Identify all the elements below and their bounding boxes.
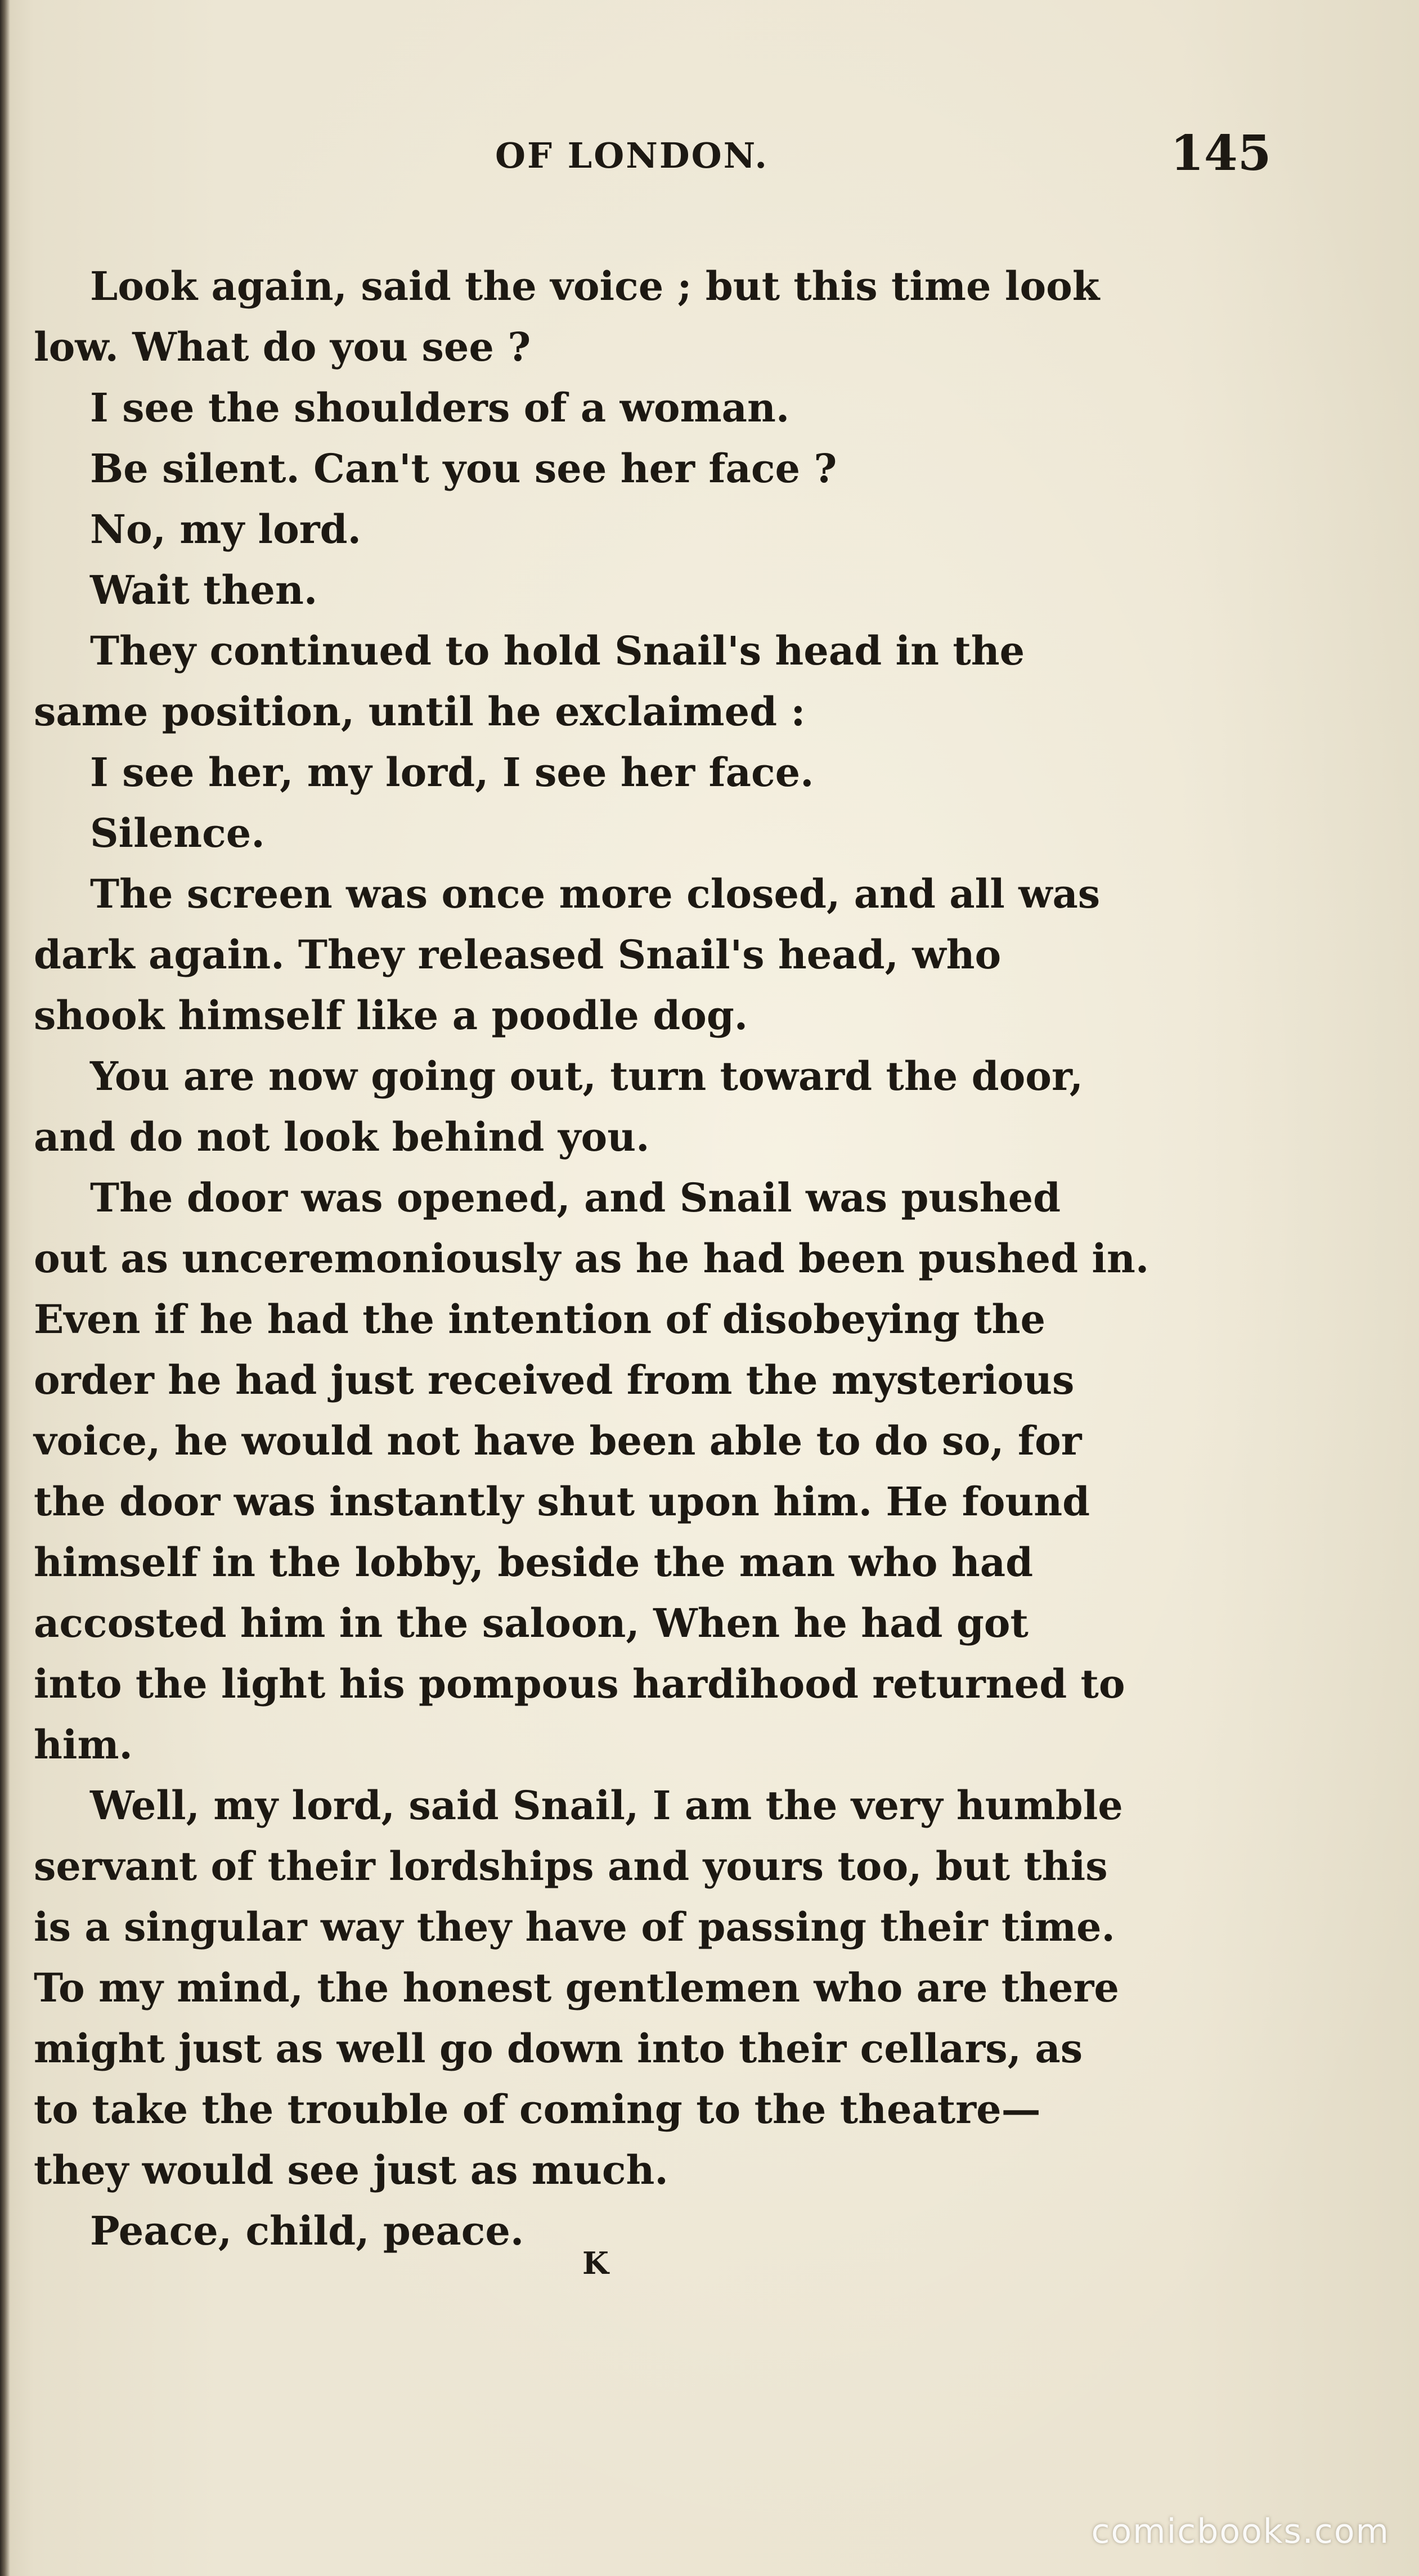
text-line: out as unceremoniously as he had been pushed in. bbox=[34, 1235, 1149, 1282]
text-line: Peace, child, peace. bbox=[90, 2207, 524, 2254]
text-line: The door was opened, and Snail was pushed bbox=[90, 1174, 1061, 1221]
text-line: himself in the lobby, beside the man who had bbox=[34, 1539, 1034, 1586]
text-line: and do not look behind you. bbox=[34, 1114, 650, 1160]
body-text bbox=[34, 256, 1272, 2261]
text-line: the door was instantly shut upon him. He found bbox=[34, 1478, 1090, 1525]
running-head: OF LONDON. bbox=[495, 135, 769, 176]
text-line: might just as well go down into their cellars, as bbox=[34, 2025, 1083, 2072]
text-line: same position, until he exclaimed : bbox=[34, 688, 806, 735]
text-line: him. bbox=[34, 1721, 133, 1768]
text-line: servant of their lordships and yours too, but this bbox=[34, 1843, 1108, 1890]
text-line: Well, my lord, said Snail, I am the very humble bbox=[90, 1782, 1123, 1829]
text-line: I see her, my lord, I see her face. bbox=[90, 749, 814, 796]
signature-mark: K bbox=[582, 2245, 609, 2281]
text-line: Wait then. bbox=[90, 567, 318, 613]
text-line: to take the trouble of coming to the theatre— bbox=[34, 2086, 1041, 2133]
text-line: Look again, said the voice ; but this time look bbox=[90, 263, 1100, 309]
text-line: accosted him in the saloon, When he had got bbox=[34, 1600, 1029, 1646]
text-line: I see the shoulders of a woman. bbox=[90, 384, 790, 431]
text-line: The screen was once more closed, and all was bbox=[90, 870, 1101, 917]
text-line: Silence. bbox=[90, 810, 265, 856]
watermark: comicbooks.com bbox=[1091, 2512, 1390, 2551]
text-line: voice, he would not have been able to do so, for bbox=[34, 1417, 1082, 1464]
text-line: shook himself like a poodle dog. bbox=[34, 992, 748, 1039]
text-line: You are now going out, turn toward the door, bbox=[90, 1053, 1084, 1099]
text-line: into the light his pompous hardihood returned to bbox=[34, 1661, 1125, 1707]
page-number: 145 bbox=[1170, 125, 1272, 182]
text-line: order he had just received from the mysterious bbox=[34, 1357, 1075, 1403]
text-line: is a singular way they have of passing their time. bbox=[34, 1904, 1115, 1950]
text-line: They continued to hold Snail's head in the bbox=[90, 627, 1025, 674]
text-line: To my mind, the honest gentlemen who are there bbox=[34, 1964, 1119, 2011]
text-line: Be silent. Can't you see her face ? bbox=[90, 445, 837, 492]
text-line: they would see just as much. bbox=[34, 2147, 668, 2193]
text-line: No, my lord. bbox=[90, 506, 362, 553]
binding-shadow bbox=[0, 0, 10, 2576]
text-line: dark again. They released Snail's head, who bbox=[34, 931, 1002, 978]
text-line: low. What do you see ? bbox=[34, 324, 531, 370]
text-line: Even if he had the intention of disobeying the bbox=[34, 1296, 1046, 1343]
